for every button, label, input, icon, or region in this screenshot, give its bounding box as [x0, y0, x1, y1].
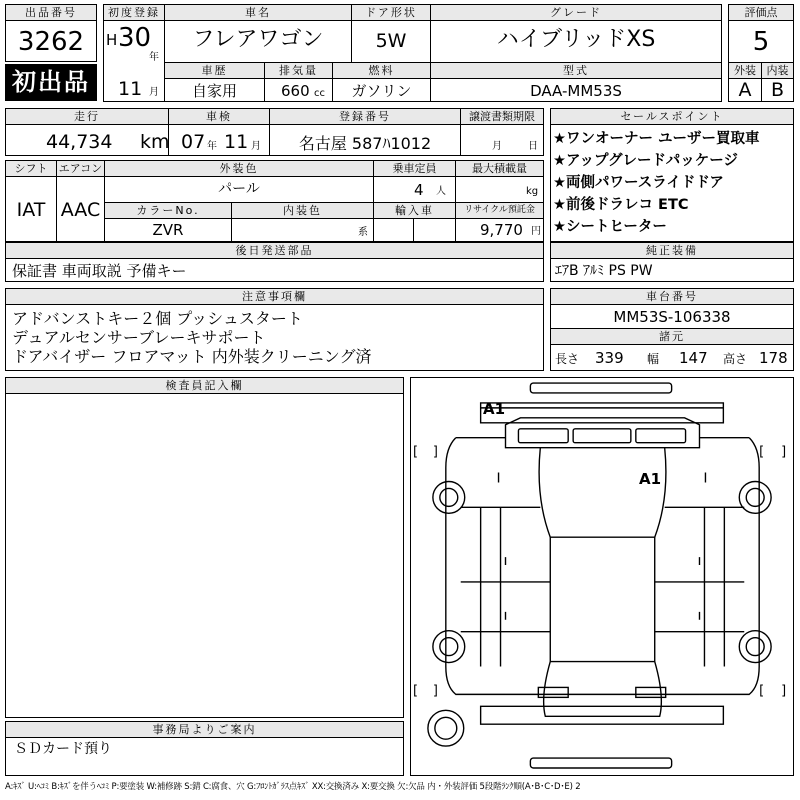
car-name-label: 車名: [165, 5, 351, 20]
recycle-fee: 9,770: [480, 221, 523, 239]
interior-label: 内装: [762, 63, 793, 78]
interior-grade: B: [770, 79, 785, 101]
reg-month-unit: 月: [149, 87, 159, 98]
exterior-color: パール: [218, 181, 260, 197]
first-reg-label: 初度登録: [104, 5, 164, 20]
notes-line: ドアバイザー フロアマット 内外装クリーニング済: [12, 347, 372, 366]
vehicle-info-box: [103, 4, 722, 102]
displacement-unit: cc: [314, 88, 325, 99]
history: 自家用: [191, 82, 237, 100]
width: 147: [679, 349, 708, 367]
grade-label: グレード: [431, 5, 721, 20]
inspector-label: 検査員記入欄: [6, 378, 403, 393]
later-parts-label: 後日発送部品: [6, 243, 543, 258]
height-label: 高さ: [723, 352, 748, 366]
transfer-label: 譲渡書類期限: [461, 109, 543, 124]
svg-text:[: [: [759, 444, 765, 460]
svg-text:[: [: [759, 683, 765, 699]
svg-text:]: ]: [432, 444, 438, 460]
transfer-day-unit: 日: [528, 141, 538, 152]
color-label: 外装色: [105, 161, 373, 176]
score-box: [728, 4, 794, 102]
shift-label: シフト: [6, 161, 56, 176]
reg-month: 11: [118, 78, 143, 100]
lot-number-box: [5, 4, 97, 62]
svg-text:[: [: [412, 444, 419, 460]
chassis-label: 車台番号: [551, 289, 793, 304]
svg-text:]: ]: [781, 444, 787, 460]
spec-box: [5, 160, 544, 242]
capacity-label: 乗車定員: [374, 161, 455, 176]
shift: IAT: [16, 199, 46, 221]
first-listing-badge: [5, 64, 97, 101]
score: 5: [752, 27, 770, 57]
capacity-unit: 人: [436, 186, 446, 197]
door-label: ドア形状: [352, 5, 430, 20]
sales-points-label: セールスポイント: [551, 109, 793, 124]
history-label: 車歴: [165, 63, 264, 78]
inspection-month-unit: 月: [251, 141, 261, 152]
later-parts-box: [5, 242, 544, 282]
inspection-year-unit: 年: [207, 141, 217, 152]
fuel-label: 燃料: [333, 63, 430, 78]
door-type: 5W: [375, 30, 407, 52]
genuine-equipment-box: [550, 242, 794, 282]
plate-label: 登録番号: [270, 109, 460, 124]
grade: ハイブリッドXS: [496, 27, 656, 52]
reg-year: 30: [118, 23, 152, 53]
length-label: 長さ: [555, 352, 580, 366]
model-label: 型式: [431, 63, 721, 78]
later-parts: 保証書 車両取説 予備キー: [12, 262, 187, 280]
interior-color-unit: 系: [358, 227, 368, 238]
model: DAA-MM53S: [530, 82, 622, 100]
notes-line: デュアルセンサーブレーキサポート: [12, 328, 266, 347]
score-label: 評価点: [729, 5, 793, 20]
sales-point-item: ★シートヒーター: [553, 219, 667, 235]
era: H: [106, 31, 118, 49]
car-name: フレアワゴン: [192, 27, 324, 52]
notes-box: [5, 288, 544, 371]
sales-point-item: ★ワンオーナー ユーザー買取車: [553, 131, 760, 147]
aircon: AAC: [60, 199, 101, 221]
svg-text:]: ]: [781, 683, 787, 699]
mileage: 44,734: [46, 131, 113, 153]
sales-point-item: ★アップグレードパッケージ: [553, 153, 738, 169]
load-label: 最大積載量: [456, 161, 543, 176]
aircon-label: エアコン: [58, 162, 103, 175]
exterior-grade: A: [738, 79, 752, 101]
svg-text:[: [: [412, 683, 419, 699]
lot-number-label: 出品番号: [6, 5, 96, 20]
genuine-equipment-label: 純正装備: [551, 243, 793, 258]
transfer-month-unit: 月: [492, 141, 502, 152]
notes-line: アドバンストキー２個 プッシュスタート: [12, 309, 303, 328]
inspection-year: 07: [181, 131, 206, 153]
height: 178: [759, 349, 788, 367]
damage-mark-front: A1: [483, 400, 506, 418]
notes-label: 注意事項欄: [6, 289, 543, 304]
load-unit: kg: [526, 186, 539, 197]
displacement: 660: [281, 82, 310, 100]
recycle-label: リサイクル預託金: [456, 203, 543, 218]
plate-number: 名古屋 587ﾊ1012: [298, 134, 432, 153]
sales-point-item: ★前後ドラレコ ETC: [553, 197, 689, 213]
color-no-label: カラーNo.: [105, 203, 231, 218]
genuine-equipment: ｴｱB ｱﾙﾐ PS PW: [555, 263, 653, 279]
legend: A:ｷｽﾞ U:ﾍｺﾐ B:ｷｽﾞを伴うﾍｺﾐ P:要塗装 W:補修跡 S:錆 C:腐食、穴 G:ﾌﾛﾝﾄｶﾞﾗｽ点ｷｽﾞ XX:交換済み X:要交換 欠:欠品 内・外装評価 5段階ﾗﾝｸ順(A･B･C･D･E) 2: [5, 782, 581, 792]
svg-text:]: ]: [432, 683, 438, 699]
sales-point-item: ★両側パワースライドドア: [553, 175, 724, 191]
import-label: 輸入車: [374, 203, 455, 218]
chassis-number: MM53S-106338: [613, 308, 731, 326]
office-label: 事務局よりご案内: [6, 722, 403, 737]
length: 339: [595, 349, 624, 367]
width-label: 幅: [647, 352, 660, 366]
mileage-unit: km: [140, 131, 170, 153]
first-listing-label: 初出品: [12, 68, 90, 96]
inspection-month: 11: [224, 131, 249, 153]
chassis-box: [550, 288, 794, 371]
mileage-label: 走行: [6, 109, 168, 124]
color-no: ZVR: [152, 221, 184, 239]
displacement-label: 排気量: [265, 63, 332, 78]
specs-label: 諸元: [551, 329, 793, 344]
sales-points-box: [550, 108, 794, 242]
car-damage-diagram: [410, 377, 794, 776]
fuel: ガソリン: [351, 82, 412, 100]
office-box: [5, 721, 404, 776]
reg-year-unit: 年: [149, 52, 159, 63]
recycle-unit: 円: [531, 226, 541, 237]
capacity: 4: [414, 181, 424, 199]
exterior-label: 外装: [729, 63, 761, 78]
damage-mark-hood: A1: [639, 470, 662, 488]
office-message: ＳＤカード預り: [14, 741, 112, 757]
interior-color-label: 内装色: [232, 203, 373, 218]
inspector-box: [5, 377, 404, 718]
inspection-label: 車検: [169, 109, 269, 124]
lot-number: 3262: [17, 27, 85, 57]
registration-box: [5, 108, 544, 156]
